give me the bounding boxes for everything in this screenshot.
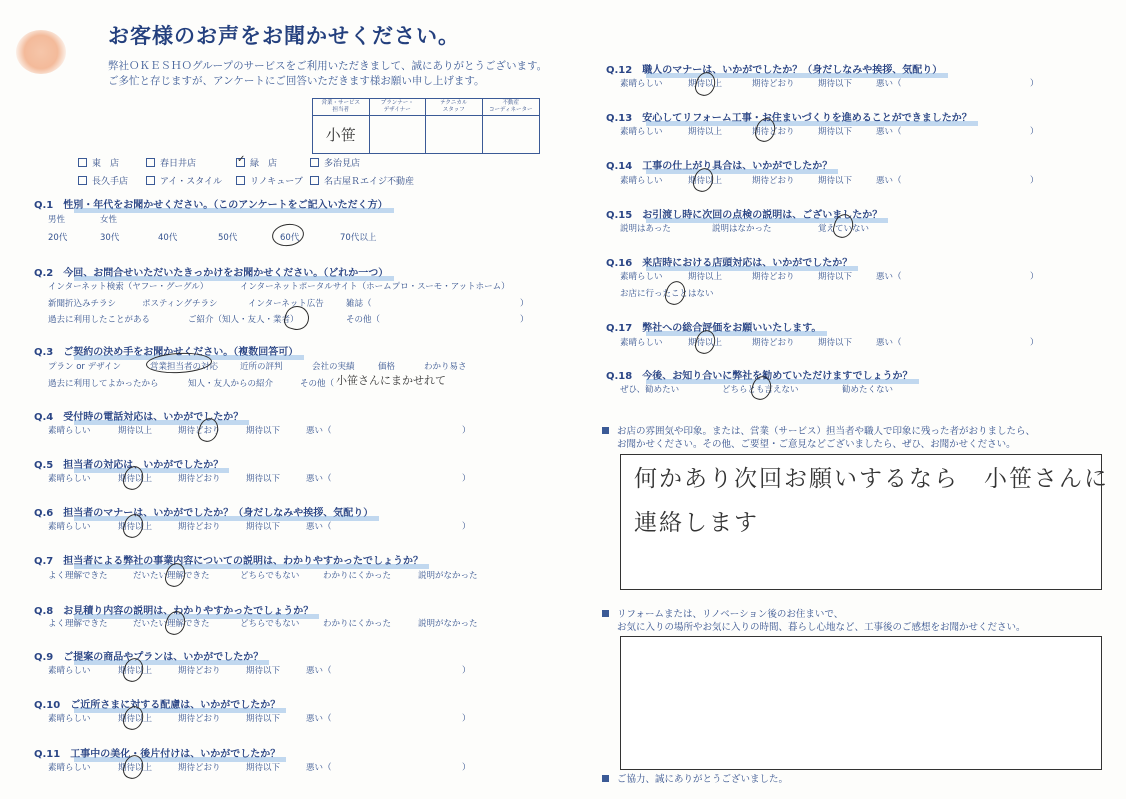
staff-col xyxy=(370,99,427,153)
option[interactable]: 説明はなかった xyxy=(712,224,772,234)
option[interactable]: 期待以下 xyxy=(818,127,853,137)
option[interactable]: 女性 xyxy=(100,215,118,225)
staff-header: 不動産 コーディネーター xyxy=(483,99,540,116)
store-option[interactable] xyxy=(78,156,146,169)
option[interactable]: どちらでもない xyxy=(240,571,300,581)
option[interactable]: 悪い（ xyxy=(306,763,332,773)
option[interactable]: 期待以上 xyxy=(688,272,723,282)
question-title: Q.9 ご提案の商品やプランは、いかがでしたか？ xyxy=(34,648,263,663)
option-selected[interactable]: 期待以上 xyxy=(118,763,153,773)
option[interactable]: 素晴らしい xyxy=(48,522,91,532)
question-q17 xyxy=(606,316,821,335)
option[interactable]: 期待以下 xyxy=(818,176,853,186)
checkbox[interactable] xyxy=(146,176,155,185)
option[interactable]: 期待以下 xyxy=(246,763,281,773)
question-q1 xyxy=(34,193,388,212)
store-option[interactable] xyxy=(236,156,310,169)
question-title: Q.3 ご契約の決め手をお聞かせください。（複数回答可） xyxy=(34,343,298,358)
bracket: ） xyxy=(462,666,471,676)
staff-col xyxy=(313,99,370,153)
option[interactable]: プラン or デザイン xyxy=(48,362,122,372)
store-label: 長久手店 xyxy=(92,177,129,187)
option[interactable]: 悪い（ xyxy=(306,522,332,532)
question-title: Q.5 担当者の対応は、いかがでしたか？ xyxy=(34,456,223,471)
question-q2 xyxy=(34,261,388,280)
option[interactable]: 悪い（ xyxy=(306,666,332,676)
option[interactable]: 素晴らしい xyxy=(620,79,663,89)
option[interactable]: 20代 xyxy=(48,233,68,243)
option[interactable]: よく理解できた xyxy=(48,571,108,581)
question-q14 xyxy=(606,154,832,173)
question-title: Q.4 受付時の電話対応は、いかがでしたか？ xyxy=(34,408,243,423)
option[interactable]: 悪い（ xyxy=(876,176,902,186)
bracket: ） xyxy=(462,426,471,436)
option[interactable]: 期待以下 xyxy=(818,338,853,348)
store-label: 春日井店 xyxy=(160,159,197,169)
comment2-box[interactable] xyxy=(620,636,1102,770)
option-selected[interactable]: どちらとも言えない xyxy=(722,385,799,395)
option-selected[interactable]: 期待以上 xyxy=(118,714,153,724)
option[interactable]: 素晴らしい xyxy=(48,763,91,773)
store-label: アイ・スタイル xyxy=(160,177,223,187)
option[interactable]: 期待どおり xyxy=(178,474,221,484)
option[interactable]: 期待どおり xyxy=(178,666,221,676)
store-label: 名古屋Ｒエイジ不動産 xyxy=(324,177,415,187)
question-title: Q.14 工事の仕上がり具合は、いかがでしたか？ xyxy=(606,157,832,172)
question-q12 xyxy=(606,58,942,77)
question-title: Q.2 今回、お問合せいただいたきっかけをお聞かせください。（どれか一つ） xyxy=(34,264,388,279)
staff-col xyxy=(483,99,540,153)
store-option[interactable] xyxy=(310,156,400,169)
checkbox[interactable] xyxy=(236,176,245,185)
option[interactable]: 期待どおり xyxy=(752,338,795,348)
option[interactable]: 過去に利用したことがある xyxy=(48,315,151,325)
option-selected[interactable]: 期待どおり xyxy=(178,426,221,436)
option-selected[interactable]: お店に行ったことはない xyxy=(620,289,714,299)
option[interactable]: 素晴らしい xyxy=(620,127,663,137)
staff-value[interactable] xyxy=(370,116,426,153)
question-q9 xyxy=(34,645,263,664)
checkbox[interactable] xyxy=(310,176,319,185)
option[interactable]: 70代以上 xyxy=(340,233,377,243)
option[interactable]: 悪い（ xyxy=(876,272,902,282)
question-title: Q.6 担当者のマナーは、いかがでしたか？（身だしなみや挨拶、気配り） xyxy=(34,504,373,519)
option-selected[interactable]: 期待以上 xyxy=(688,79,723,89)
question-title: Q.8 お見積り内容の説明は、わかりやすかったでしょうか？ xyxy=(34,602,313,617)
question-title: Q.15 お引渡し時に次回の点検の説明は、ございましたか？ xyxy=(606,206,882,221)
option[interactable]: 期待以下 xyxy=(246,522,281,532)
comment2-heading xyxy=(602,608,1026,634)
option[interactable]: 価格 xyxy=(378,362,396,372)
option[interactable]: 50代 xyxy=(218,233,238,243)
bracket: ） xyxy=(1030,176,1039,186)
checkbox[interactable] xyxy=(146,158,155,167)
option[interactable]: よく理解できた xyxy=(48,619,108,629)
checkbox[interactable] xyxy=(78,176,87,185)
option[interactable]: 説明はあった xyxy=(620,224,671,234)
comment1-text-line: 連絡します xyxy=(634,510,759,536)
option[interactable]: 悪い（ xyxy=(876,127,902,137)
store-option[interactable] xyxy=(236,174,310,187)
bracket: ） xyxy=(1030,127,1039,137)
option[interactable]: 悪い（ xyxy=(876,338,902,348)
staff-header: テクニカル スタッフ xyxy=(426,99,482,116)
option[interactable]: 会社の実績 xyxy=(312,362,355,372)
option-selected[interactable]: 60代 xyxy=(280,233,300,243)
bracket: ） xyxy=(462,474,471,484)
option[interactable]: わかりにくかった xyxy=(323,571,392,581)
intro-line: 弊社ＯＫＥＳＨＯグループのサービスをご利用いただきまして、誠にありがとうございます。 xyxy=(108,60,548,72)
store-option[interactable] xyxy=(146,156,236,169)
bracket: ） xyxy=(462,763,471,773)
option[interactable]: 素晴らしい xyxy=(620,176,663,186)
option[interactable]: 期待どおり xyxy=(178,763,221,773)
option[interactable]: 期待以上 xyxy=(118,426,153,436)
option[interactable]: 期待以下 xyxy=(246,474,281,484)
bracket: ） xyxy=(462,714,471,724)
option[interactable]: 素晴らしい xyxy=(48,474,91,484)
comment1-heading-line: お店の雰囲気や印象。または、営業（サービス）担当者や職人で印象に残った者がおりましたら、 xyxy=(617,426,1036,437)
question-title: Q.13 安心してリフォーム工事・お住まいづくりを進めることができましたか？ xyxy=(606,109,972,124)
option[interactable]: 過去に利用してよかったから xyxy=(48,379,159,389)
store-option[interactable] xyxy=(146,174,236,187)
question-q16 xyxy=(606,251,852,270)
checkbox[interactable] xyxy=(310,158,319,167)
bracket: ） xyxy=(1030,79,1039,89)
store-label: 多治見店 xyxy=(324,159,361,169)
option[interactable]: 悪い（ xyxy=(876,79,902,89)
comment2-heading-line: お気に入りの場所やお気に入りの時間、暮らし心地など、工事後のご感想をお聞かせください。 xyxy=(617,622,1026,633)
option[interactable]: 40代 xyxy=(158,233,178,243)
bullet-square-icon xyxy=(602,775,609,782)
comment1-heading xyxy=(602,425,1035,451)
footer-text: ご協力、誠にありがとうございました。 xyxy=(617,774,789,785)
option[interactable]: 説明がなかった xyxy=(418,571,478,581)
option[interactable]: ぜひ、勧めたい xyxy=(620,385,680,395)
option[interactable]: 期待どおり xyxy=(752,176,795,186)
bracket: ） xyxy=(520,315,529,325)
comment2-heading-line: リフォームまたは、リノベーション後のお住まいで、 xyxy=(617,609,844,620)
question-q6 xyxy=(34,501,373,520)
question-q11 xyxy=(34,742,280,761)
question-q7 xyxy=(34,549,423,568)
option[interactable]: 30代 xyxy=(100,233,120,243)
option-selected[interactable]: 期待以上 xyxy=(118,522,153,532)
intro-text xyxy=(108,59,547,89)
option[interactable]: 悪い（ xyxy=(306,426,332,436)
option[interactable]: 近所の評判 xyxy=(240,362,283,372)
option[interactable]: 期待以下 xyxy=(246,666,281,676)
bullet-square-icon xyxy=(602,427,609,434)
option-selected[interactable]: 期待以上 xyxy=(118,474,153,484)
option[interactable]: 悪い（ xyxy=(306,714,332,724)
question-title: Q.18 今後、お知り合いに弊社を勧めていただけますでしょうか？ xyxy=(606,367,913,382)
comment1-text-line: 何かあり次回お願いするなら 小笹さんに xyxy=(634,466,1109,492)
question-title: Q.10 ご近所さまに対する配慮は、いかがでしたか？ xyxy=(34,696,280,711)
option[interactable]: 期待どおり xyxy=(178,522,221,532)
option-selected[interactable]: 期待以上 xyxy=(688,176,723,186)
option[interactable]: 期待どおり xyxy=(752,272,795,282)
comment1-heading-line: お聞かせください。その他、ご要望・ご意見などございましたら、ぜひ、お聞かせください。 xyxy=(617,439,1016,450)
intro-line: ご多忙と存じますが、アンケートにご回答いただきます様お願い申し上げます。 xyxy=(108,75,485,87)
bullet-square-icon xyxy=(602,610,609,617)
option[interactable]: 期待以下 xyxy=(246,714,281,724)
staff-table xyxy=(312,98,540,154)
question-q13 xyxy=(606,106,972,125)
option-selected[interactable]: 期待以上 xyxy=(688,338,723,348)
option[interactable]: 素晴らしい xyxy=(620,272,663,282)
question-q10 xyxy=(34,693,280,712)
question-title: Q.11 工事中の美化・後片付けは、いかがでしたか？ xyxy=(34,745,280,760)
question-title: Q.12 職人のマナーは、いかがでしたか？（身だしなみや挨拶、気配り） xyxy=(606,61,942,76)
option[interactable]: 勧めたくない xyxy=(842,385,894,395)
checkbox[interactable] xyxy=(78,158,87,167)
option[interactable]: その他（ xyxy=(346,315,381,325)
bracket: ） xyxy=(520,299,529,309)
store-label: 緑 店 xyxy=(250,159,278,169)
option[interactable]: 雑誌（ xyxy=(346,299,372,309)
store-label: リノキューブ xyxy=(250,177,303,187)
option[interactable]: 期待以下 xyxy=(818,272,853,282)
footer-thanks xyxy=(602,773,788,786)
option[interactable]: インターネット検索（ヤフー・グーグル） xyxy=(48,282,209,292)
option[interactable]: インターネット広告 xyxy=(248,299,324,309)
store-label: 東 店 xyxy=(92,159,120,169)
staff-header: プランナー・ デザイナー xyxy=(370,99,426,116)
bracket: ） xyxy=(462,522,471,532)
option[interactable]: 期待以上 xyxy=(688,127,723,137)
option[interactable]: インターネットポータルサイト（ホームプロ・スーモ・アットホーム） xyxy=(240,282,510,292)
option[interactable]: わかり易さ xyxy=(424,362,467,372)
option[interactable]: わかりにくかった xyxy=(323,619,392,629)
checkbox-checked[interactable] xyxy=(236,158,245,167)
option[interactable]: どちらでもない xyxy=(240,619,300,629)
option[interactable]: その他（ xyxy=(300,379,335,389)
question-title: Q.7 担当者による弊社の事業内容についての説明は、わかりやすかったでしょうか？ xyxy=(34,552,423,567)
option-selected[interactable]: 営業担当者の対応 xyxy=(150,362,219,372)
option[interactable]: 素晴らしい xyxy=(620,338,663,348)
option[interactable]: 知人・友人からの紹介 xyxy=(188,379,274,389)
option-selected[interactable]: だいたい理解できた xyxy=(133,619,210,629)
question-title: Q.17 弊社への総合評価をお願いいたします。 xyxy=(606,319,821,334)
option[interactable]: 素晴らしい xyxy=(48,666,91,676)
staff-value[interactable]: 小笹 xyxy=(325,126,356,144)
option[interactable]: 期待以下 xyxy=(246,426,281,436)
option-selected[interactable]: 期待どおり xyxy=(752,127,795,137)
page-title: お客様のお声をお聞かせください。 xyxy=(108,24,460,48)
staff-header: 営業・サービス 担当者 xyxy=(313,99,369,116)
staff-value[interactable] xyxy=(426,116,482,153)
answer-circle xyxy=(663,279,688,307)
option[interactable]: 期待どおり xyxy=(178,714,221,724)
option[interactable]: 悪い（ xyxy=(306,474,332,484)
store-option[interactable] xyxy=(78,174,146,187)
bracket: ） xyxy=(1030,338,1039,348)
store-option[interactable] xyxy=(310,174,415,187)
seal-stamp xyxy=(16,30,66,74)
option-selected[interactable]: だいたい理解できた xyxy=(133,571,210,581)
staff-value[interactable] xyxy=(483,116,540,153)
option-selected[interactable]: 期待以上 xyxy=(118,666,153,676)
option-selected[interactable]: ご紹介（知人・友人・業者） xyxy=(188,315,299,325)
bracket: ） xyxy=(1030,272,1039,282)
option[interactable]: 素晴らしい xyxy=(48,714,91,724)
option[interactable]: 期待どおり xyxy=(752,79,795,89)
option-selected[interactable]: 覚えていない xyxy=(818,224,870,234)
question-title: Q.1 性別・年代をお聞かせください。（このアンケートをご記入いただく方） xyxy=(34,196,388,211)
option[interactable]: 説明がなかった xyxy=(418,619,478,629)
option[interactable]: 素晴らしい xyxy=(48,426,91,436)
option[interactable]: ポスティングチラシ xyxy=(142,299,218,309)
option[interactable]: 男性 xyxy=(48,215,66,225)
answer-circle xyxy=(271,222,306,248)
staff-col xyxy=(426,99,483,153)
handwritten-answer[interactable]: 小笹さんにまかせれて xyxy=(336,374,446,387)
option[interactable]: 新聞折込みチラシ xyxy=(48,299,117,309)
option[interactable]: 期待以下 xyxy=(818,79,853,89)
store-checklist xyxy=(78,156,415,187)
question-title: Q.16 来店時における店頭対応は、いかがでしたか？ xyxy=(606,254,852,269)
